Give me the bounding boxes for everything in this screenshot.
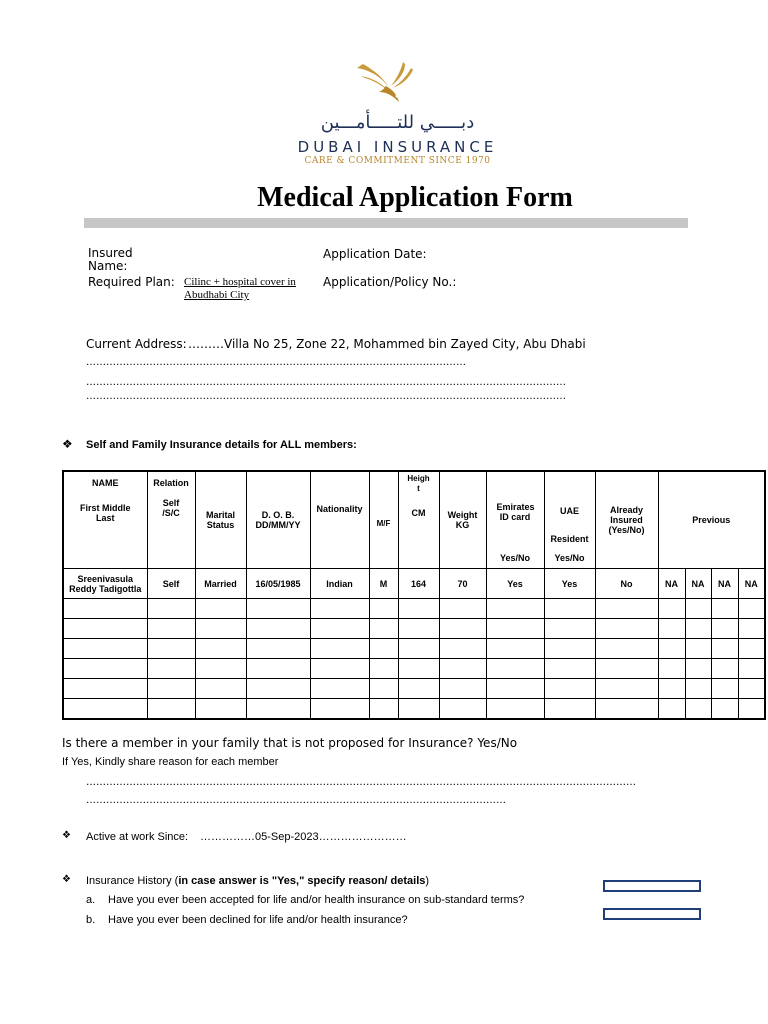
cell-mf: M <box>369 569 398 599</box>
family-reason-prompt: If Yes, Kindly share reason for each member <box>62 756 279 768</box>
cell-prev-4: NA <box>738 569 765 599</box>
form-title: Medical Application Form <box>257 182 573 213</box>
col-height-header: Height CM <box>398 471 439 569</box>
policy-no-label: Application/Policy No.: <box>323 275 457 289</box>
company-logo <box>295 60 500 170</box>
insured-name-label: Insured Name: <box>88 246 133 273</box>
col-relation-header: Relation Self /S/C <box>147 471 195 569</box>
col-dob-header: D. O. B. DD/MM/YY <box>246 471 310 569</box>
cell-prev-2: NA <box>685 569 711 599</box>
col-previous-header: Previous <box>658 471 765 569</box>
table-row-empty <box>63 659 765 679</box>
col-uae-header: UAE Resident Yes/No <box>544 471 595 569</box>
family-question: Is there a member in your family that is not proposed for Insurance? Yes/No <box>62 736 518 750</box>
table-row-empty <box>63 599 765 619</box>
logo-arabic-text: دبـــــي للتـــــأمـــين <box>320 112 475 133</box>
logo-company-name: DUBAI INSURANCE <box>297 138 498 156</box>
title-divider <box>84 218 688 228</box>
col-mf-header: M/F <box>369 471 398 569</box>
address-dots-line-2: ……………………………………………………………………………………………………………………………… <box>86 377 566 388</box>
address-dots-line-3: ……………………………………………………………………………………………………………………………… <box>86 391 566 402</box>
falcon-logo-icon <box>355 60 415 106</box>
required-plan-label: Required Plan: <box>88 275 175 289</box>
history-question-b: Have you ever been declined for life and/or health insurance? <box>108 914 408 926</box>
table-header-row <box>63 471 765 569</box>
table-row-empty <box>63 679 765 699</box>
members-table <box>62 470 766 720</box>
active-work-value: ……………05-Sep-2023…………………… <box>200 831 407 843</box>
cell-prev-1: NA <box>658 569 685 599</box>
table-row-empty <box>63 699 765 719</box>
history-answer-box-a[interactable] <box>603 880 701 892</box>
history-question-a: Have you ever been accepted for life and/or health insurance on sub-standard terms? <box>108 894 525 906</box>
address-dots-line-1: …………………………………………………………………………………………………… <box>86 357 466 368</box>
table-row <box>63 569 765 599</box>
cell-uae: Yes <box>544 569 595 599</box>
col-weight-header: Weight KG <box>439 471 486 569</box>
cell-nationality: Indian <box>310 569 369 599</box>
family-dots-line-2: ……………………………………………………………………………………………………………… <box>86 795 506 806</box>
cell-relation: Self <box>147 569 195 599</box>
address-label: Current Address: <box>86 337 187 351</box>
cell-name: Sreenivasula Reddy Tadigottla <box>63 569 147 599</box>
table-row-empty <box>63 619 765 639</box>
col-nationality-header: Nationality <box>310 471 369 569</box>
required-plan-value: Cilinc + hospital cover in Abudhabi City <box>184 276 296 301</box>
logo-tagline: CARE & COMMITMENT SINCE 1970 <box>304 156 491 166</box>
cell-marital: Married <box>195 569 246 599</box>
col-already-insured-header: Already Insured (Yes/No) <box>595 471 658 569</box>
col-emirates-header: Emirates ID card Yes/No <box>486 471 544 569</box>
history-q-b-letter: b. <box>86 914 96 926</box>
history-q-a-letter: a. <box>86 894 96 906</box>
diamond-bullet-icon: ❖ <box>62 830 71 841</box>
section-title: Self and Family Insurance details for ALL members: <box>86 439 357 451</box>
cell-already: No <box>595 569 658 599</box>
family-dots-line-1: ………………………………………………………………………………………………………………………………………………… <box>86 777 636 788</box>
col-name-header: NAME First Middle Last <box>63 471 147 569</box>
cell-weight: 70 <box>439 569 486 599</box>
diamond-bullet-icon: ❖ <box>62 874 71 885</box>
history-label: Insurance History (in case answer is "Yes," specify reason/ details) <box>86 875 430 887</box>
diamond-bullet-icon: ❖ <box>62 437 73 451</box>
history-answer-box-b[interactable] <box>603 908 701 920</box>
application-date-label: Application Date: <box>323 247 427 261</box>
cell-height: 164 <box>398 569 439 599</box>
col-marital-header: Marital Status <box>195 471 246 569</box>
address-value: ………Villa No 25, Zone 22, Mohammed bin Zayed City, Abu Dhabi <box>188 337 586 351</box>
table-row-empty <box>63 639 765 659</box>
cell-prev-3: NA <box>711 569 738 599</box>
cell-emirates: Yes <box>486 569 544 599</box>
cell-dob: 16/05/1985 <box>246 569 310 599</box>
active-work-label: Active at work Since: <box>86 831 189 843</box>
